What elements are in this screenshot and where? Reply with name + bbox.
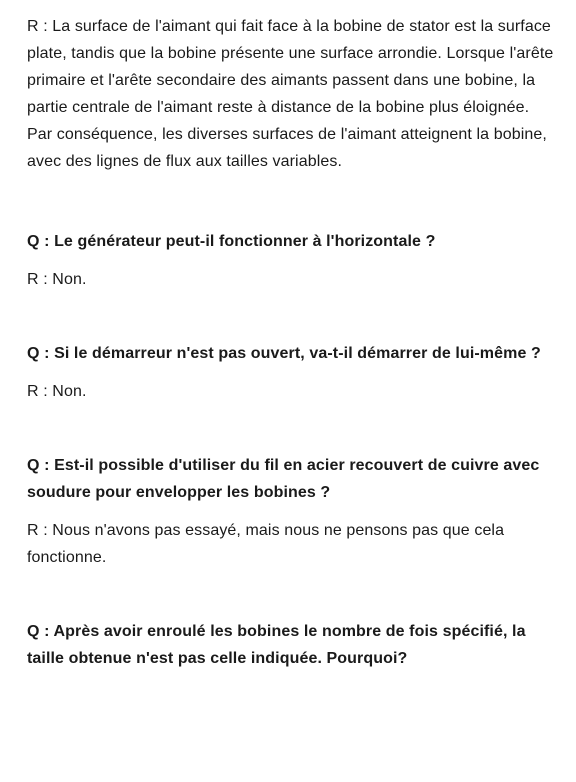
qa-item-starter (27, 340, 557, 405)
qa-item-copper-wire (27, 452, 557, 571)
qa-item-coil-size (27, 618, 557, 672)
answer-text: R : Non. (27, 271, 87, 288)
answer-text: R : Nous n'avons pas essayé, mais nous ne pensons pas que cela fonctionne. (27, 522, 505, 566)
faq-document (27, 13, 557, 719)
question-text: Q : Après avoir enroulé les bobines le nombre de fois spécifié, la taille obtenue n'est pas celle indiquée. Pourquoi? (27, 623, 526, 667)
question-text: Q : Si le démarreur n'est pas ouvert, va-t-il démarrer de lui-même ? (27, 345, 541, 362)
intro-answer: R : La surface de l'aimant qui fait face à la bobine de stator est la surface plate, tandis que la bobine présente une surface arrondie. Lorsque l'arête primaire et l'arête secondaire des aimants passent dans une bobine, la partie centrale de l'aimant reste à distance de la bobine plus éloignée. Par conséquence, les diverses surfaces de l'aimant atteignent la bobine, avec des lignes de flux aux tailles variables. (27, 18, 554, 170)
qa-item-horizontal (27, 228, 557, 293)
question-text: Q : Est-il possible d'utiliser du fil en acier recouvert de cuivre avec soudure pour envelopper les bobines ? (27, 457, 540, 501)
answer-text: R : Non. (27, 383, 87, 400)
question-text: Q : Le générateur peut-il fonctionner à l'horizontale ? (27, 233, 436, 250)
